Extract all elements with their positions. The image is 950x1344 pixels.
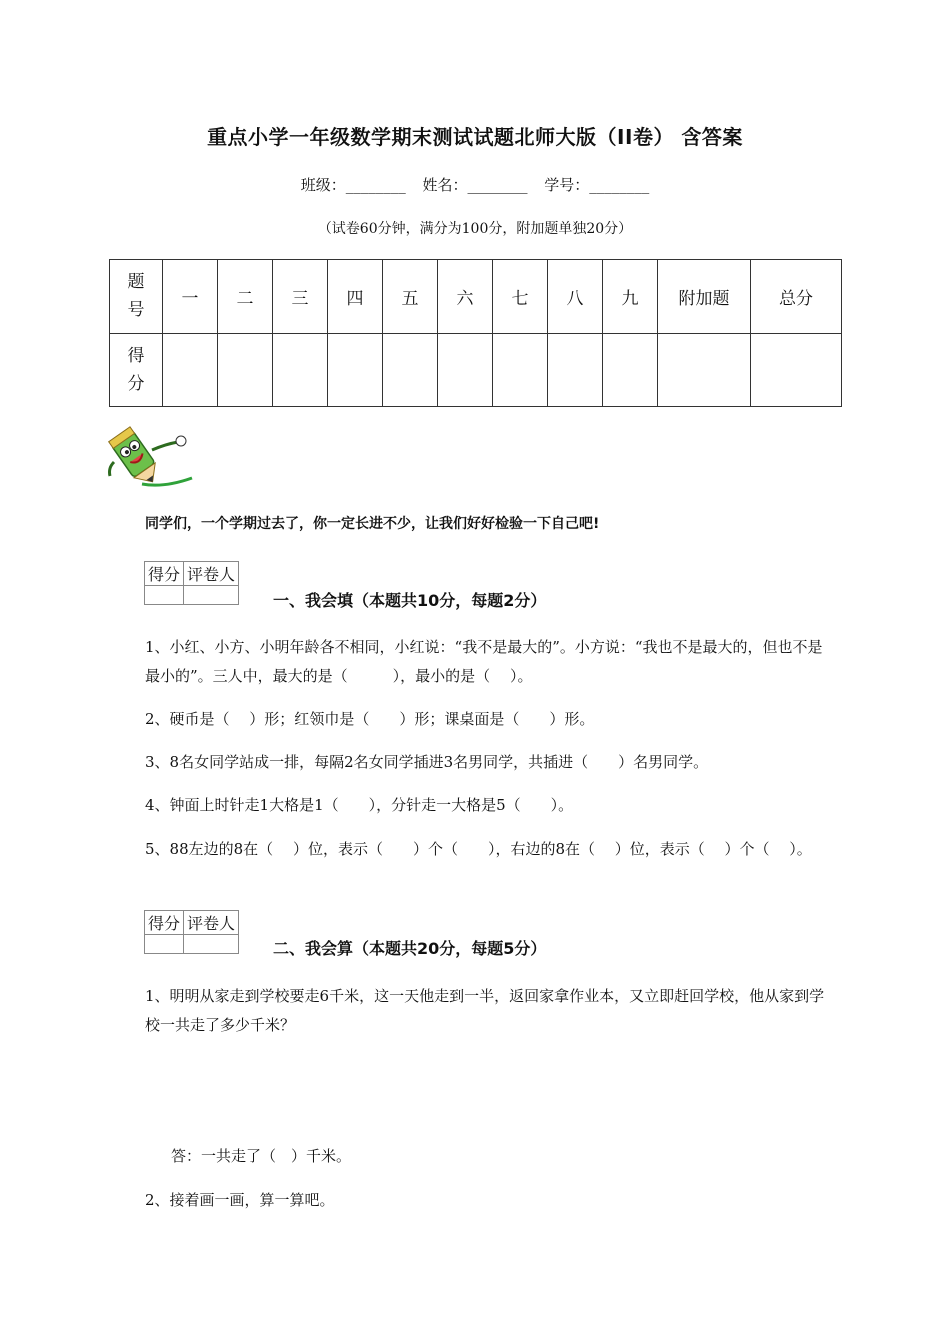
question-item: 2、硬币是（ ）形；红领巾是（ ）形；课桌面是（ ）形。 (145, 710, 595, 728)
question-item: 1、小红、小方、小明年龄各不相同，小红说：“我不是最大的”。小方说：“我也不是最大的，但也不是最小的”。三人中，最大的是（ ），最小的是（ ）。 (145, 638, 823, 685)
intro-text: 同学们，一个学期过去了，你一定长进不少，让我们好好检验一下自己吧! (145, 516, 600, 532)
col-header: 四 (328, 260, 383, 334)
grader-box-grader-cell (184, 935, 239, 954)
section-heading: 一、我会填（本题共10分，每题2分） (273, 591, 547, 610)
name-field: 姓名：________ (422, 176, 528, 194)
grader-box-score-cell (145, 935, 184, 954)
col-header: 二 (218, 260, 273, 334)
score-cell (273, 333, 328, 407)
score-cell (383, 333, 438, 407)
col-header: 七 (493, 260, 548, 334)
question-item: 5、88左边的8在（ ）位，表示（ ）个（ ），右边的8在（ ）位，表示（ ）个（ ）。 (145, 840, 812, 858)
grader-box (144, 910, 239, 954)
score-cell (603, 333, 658, 407)
page-title: 重点小学一年级数学期末测试试题北师大版（II卷） 含答案 (207, 125, 743, 149)
grader-box-grader-cell (184, 586, 239, 605)
col-header: 六 (438, 260, 493, 334)
pencil-mascot-icon (104, 422, 194, 492)
question-item: 2、接着画一画，算一算吧。 (145, 1191, 335, 1209)
score-cell (328, 333, 383, 407)
col-header: 三 (273, 260, 328, 334)
question-item: 3、8名女同学站成一排，每隔2名女同学插进3名男同学，共插进（ ）名男同学。 (145, 753, 709, 771)
row-label-question-number: 题号 (110, 260, 163, 334)
col-header: 总分 (751, 260, 842, 334)
score-cell (548, 333, 603, 407)
col-header: 八 (548, 260, 603, 334)
score-cell (493, 333, 548, 407)
col-header: 九 (603, 260, 658, 334)
class-field: 班级：________ (300, 176, 406, 194)
question-item: 4、钟面上时针走1大格是1（ ），分针走一大格是5（ ）。 (145, 796, 574, 814)
grader-box (144, 561, 239, 605)
score-cell (751, 333, 842, 407)
section-heading: 二、我会算（本题共20分，每题5分） (273, 939, 547, 958)
score-cell (218, 333, 273, 407)
row-label-score: 得分 (110, 333, 163, 407)
grader-box-score-label: 得分 (145, 911, 184, 935)
score-cell (658, 333, 751, 407)
score-cell (438, 333, 493, 407)
grader-box-grader-label: 评卷人 (184, 911, 239, 935)
col-header: 一 (163, 260, 218, 334)
score-cell (163, 333, 218, 407)
student-id-field: 学号：________ (544, 176, 650, 194)
grader-box-grader-label: 评卷人 (184, 562, 239, 586)
answer-line: 答：一共走了（ ）千米。 (171, 1147, 352, 1165)
col-header: 附加题 (658, 260, 751, 334)
exam-note: （试卷60分钟，满分为100分，附加题单独20分） (317, 221, 633, 237)
score-table-score-row (110, 333, 842, 407)
grader-box-score-cell (145, 586, 184, 605)
student-info-row (0, 174, 950, 195)
score-table (109, 259, 842, 407)
question-item: 1、明明从家走到学校要走6千米，这一天他走到一半，返回家拿作业本，又立即赶回学校，他从家到学校一共走了多少千米？ (145, 987, 825, 1034)
score-table-header-row (110, 260, 842, 334)
col-header: 五 (383, 260, 438, 334)
grader-box-score-label: 得分 (145, 562, 184, 586)
